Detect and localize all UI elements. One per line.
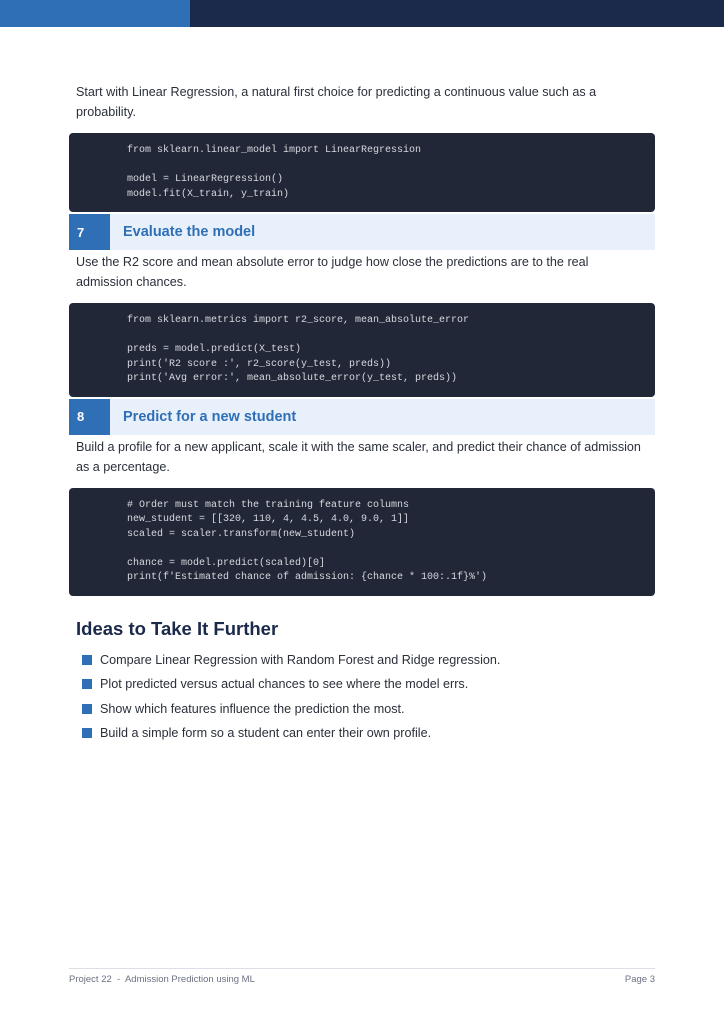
page-content	[69, 82, 655, 746]
code-block-train: from sklearn.linear_model import LinearRegression model = LinearRegression() model.fit(X_train, y_train)	[69, 133, 655, 212]
list-item	[82, 697, 655, 722]
intro-paragraph: Start with Linear Regression, a natural first choice for predicting a continuous value such as a probability.	[76, 85, 597, 119]
square-bullet-icon	[82, 728, 92, 738]
footer-divider	[69, 968, 655, 969]
page-header-bar	[0, 0, 724, 27]
step-header-8	[69, 399, 655, 435]
square-bullet-icon	[82, 655, 92, 665]
footer-page-number: Page 3	[624, 974, 655, 985]
list-item	[82, 672, 655, 697]
step-number: 8	[69, 399, 110, 435]
step-title: Evaluate the model	[123, 224, 256, 240]
code-block-predict: # Order must match the training feature columns new_student = [[320, 110, 4, 4.5, 4.0, 9.0, 1]] scaled = scaler.transform(new_student) chance = model.predict(scaled)[0] print(f'Estimated chance of admission: {chance * 100:.1f}%')	[69, 488, 655, 596]
ideas-heading: Ideas to Take It Further	[76, 617, 279, 639]
footer-project-title: Project 22 - Admission Prediction using ML	[69, 974, 255, 985]
step-description: Build a profile for a new applicant, scale it with the same scaler, and predict their chance of admission as a percentage.	[76, 439, 641, 474]
ideas-list	[69, 648, 655, 746]
step-title: Predict for a new student	[123, 408, 297, 425]
code-block-evaluate: from sklearn.metrics import r2_score, mean_absolute_error preds = model.predict(X_test) print('R2 score :', r2_score(y_test, preds)) print('Avg error:', mean_absolute_error(y_test, preds))	[69, 303, 655, 397]
list-item	[82, 648, 655, 673]
list-item-text: Build a simple form so a student can enter their own profile.	[100, 726, 432, 741]
list-item-text: Show which features influence the prediction the most.	[100, 701, 405, 716]
step-number: 7	[69, 214, 110, 250]
header-accent	[0, 0, 190, 27]
list-item	[82, 721, 655, 746]
square-bullet-icon	[82, 704, 92, 714]
list-item-text: Compare Linear Regression with Random Forest and Ridge regression.	[100, 652, 501, 667]
list-item-text: Plot predicted versus actual chances to see where the model errs.	[100, 677, 469, 692]
step-description: Use the R2 score and mean absolute error to judge how close the predictions are to the real admission chances.	[76, 255, 589, 289]
square-bullet-icon	[82, 679, 92, 689]
step-header-7	[69, 214, 655, 250]
